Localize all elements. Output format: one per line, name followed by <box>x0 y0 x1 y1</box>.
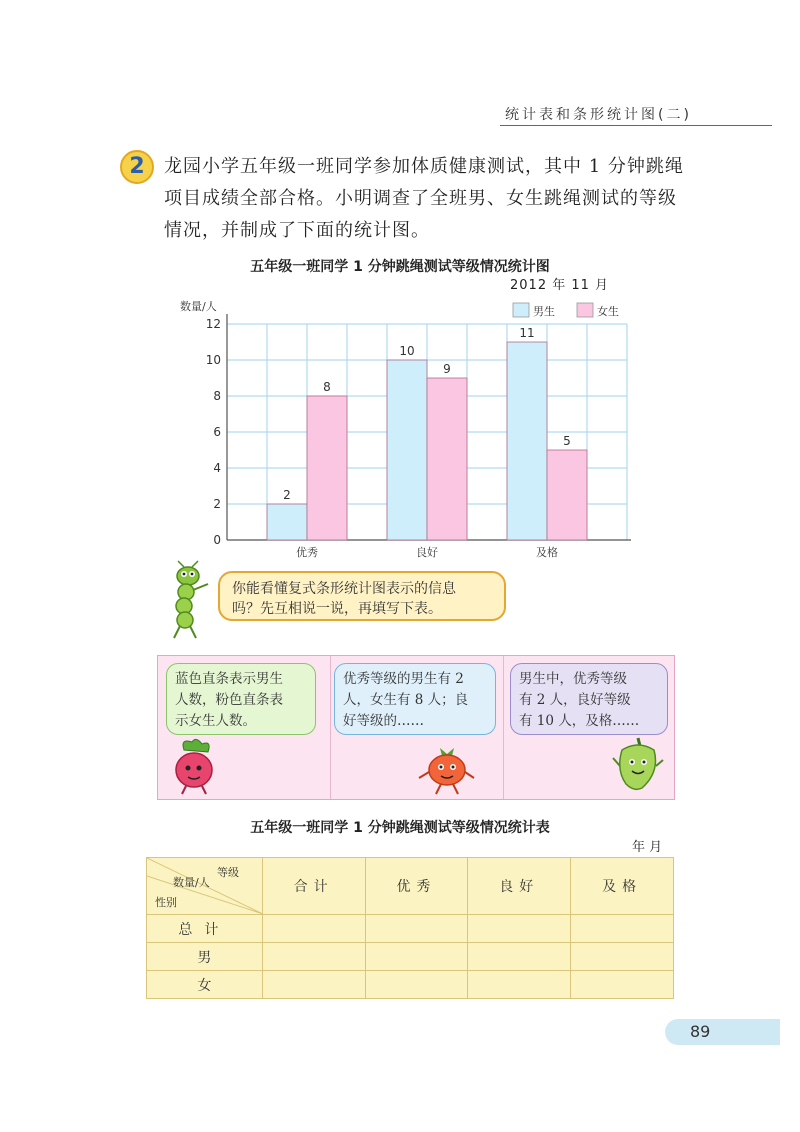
table-cell[interactable] <box>262 971 365 999</box>
bar-boys <box>507 342 547 540</box>
y-tick-label: 4 <box>213 461 221 475</box>
panel-divider <box>503 656 504 799</box>
note-line: 人，女生有 8 人；良 <box>343 692 469 708</box>
note-pepper <box>510 663 668 735</box>
bar-girls <box>547 450 587 540</box>
corner-gender: 性别 <box>155 896 177 909</box>
x-tick-label: 及格 <box>536 546 558 559</box>
y-tick-label: 0 <box>213 533 221 547</box>
legend-swatch <box>513 303 529 317</box>
x-tick-label: 优秀 <box>296 546 318 559</box>
x-tick-label: 良好 <box>416 546 438 559</box>
y-tick-label: 6 <box>213 425 221 439</box>
radish-mascot-icon <box>166 738 222 796</box>
table-row <box>147 971 674 999</box>
corner-grade: 等级 <box>217 866 239 879</box>
problem-number-badge: 2 <box>120 150 154 184</box>
table-cell[interactable] <box>571 971 674 999</box>
table-row <box>147 915 674 943</box>
problem-line-3: 情况，并制成了下面的统计图。 <box>164 220 430 241</box>
note-tomato <box>334 663 496 735</box>
note-line: 有 10 人，及格…… <box>519 713 640 729</box>
y-axis-label: 数量/人 <box>180 300 217 313</box>
speech-bubble <box>218 571 506 621</box>
pepper-mascot-icon <box>612 736 664 796</box>
row-header-total: 总计 <box>147 915 263 943</box>
data-label: 9 <box>443 362 451 376</box>
chart-title: 五年级一班同学 1 分钟跳绳测试等级情况统计图 <box>250 259 550 275</box>
table-cell[interactable] <box>571 943 674 971</box>
table-cell[interactable] <box>365 915 468 943</box>
table-date: 年 月 <box>632 840 663 855</box>
bubble-line-1: 你能看懂复式条形统计图表示的信息 <box>232 581 456 597</box>
bar-girls <box>307 396 347 540</box>
table-corner-cell <box>147 858 263 915</box>
discussion-panel <box>157 655 675 800</box>
note-line: 男生中，优秀等级 <box>519 671 627 687</box>
table-cell[interactable] <box>365 971 468 999</box>
problem-line-1: 龙园小学五年级一班同学参加体质健康测试，其中 1 分钟跳绳 <box>164 156 684 177</box>
table-header-row <box>147 858 674 915</box>
note-line: 优秀等级的男生有 2 <box>343 671 464 687</box>
legend-swatch <box>577 303 593 317</box>
tomato-mascot-icon <box>416 742 478 796</box>
bar-boys <box>387 360 427 540</box>
bar-chart <box>170 295 640 565</box>
col-header-total: 合计 <box>262 858 365 915</box>
note-line: 人数，粉色直条表 <box>175 692 283 708</box>
table-cell[interactable] <box>262 943 365 971</box>
note-line: 好等级的…… <box>343 713 424 729</box>
col-header-good: 良好 <box>468 858 571 915</box>
panel-divider <box>330 656 331 799</box>
page-number-tab <box>665 1019 780 1045</box>
bar-boys <box>267 504 307 540</box>
data-label: 2 <box>283 488 291 502</box>
col-header-pass: 及格 <box>571 858 674 915</box>
note-line: 有 2 人，良好等级 <box>519 692 631 708</box>
row-header-boys: 男 <box>147 943 263 971</box>
table-cell[interactable] <box>571 915 674 943</box>
legend-label: 男生 <box>533 305 555 318</box>
y-tick-label: 2 <box>213 497 221 511</box>
page-number: 89 <box>690 1022 711 1041</box>
table-title: 五年级一班同学 1 分钟跳绳测试等级情况统计表 <box>250 820 550 836</box>
table-cell[interactable] <box>468 915 571 943</box>
data-label: 10 <box>399 344 415 358</box>
chart-date: 2012 年 11 月 <box>510 278 610 293</box>
table-cell[interactable] <box>262 915 365 943</box>
problem-line-2: 项目成绩全部合格。小明调查了全班男、女生跳绳测试的等级 <box>164 188 677 209</box>
bar-girls <box>427 378 467 540</box>
data-label: 8 <box>323 380 331 394</box>
stat-table <box>146 857 674 999</box>
header-rule <box>500 125 772 126</box>
note-radish <box>166 663 316 735</box>
data-label: 5 <box>563 434 571 448</box>
col-header-excellent: 优秀 <box>365 858 468 915</box>
row-header-girls: 女 <box>147 971 263 999</box>
section-title: 统计表和条形统计图(二) <box>505 107 692 123</box>
table-row <box>147 943 674 971</box>
caterpillar-mascot-icon <box>160 560 220 642</box>
note-line: 示女生人数。 <box>175 713 256 729</box>
data-label: 11 <box>519 326 535 340</box>
bubble-line-2: 吗？先互相说一说，再填写下表。 <box>232 601 442 617</box>
y-tick-label: 12 <box>205 317 221 331</box>
corner-quantity: 数量/人 <box>173 876 210 889</box>
y-tick-label: 10 <box>205 353 221 367</box>
table-cell[interactable] <box>468 943 571 971</box>
legend-label: 女生 <box>597 305 619 318</box>
table-cell[interactable] <box>365 943 468 971</box>
y-tick-label: 8 <box>213 389 221 403</box>
note-line: 蓝色直条表示男生 <box>175 671 283 687</box>
table-cell[interactable] <box>468 971 571 999</box>
